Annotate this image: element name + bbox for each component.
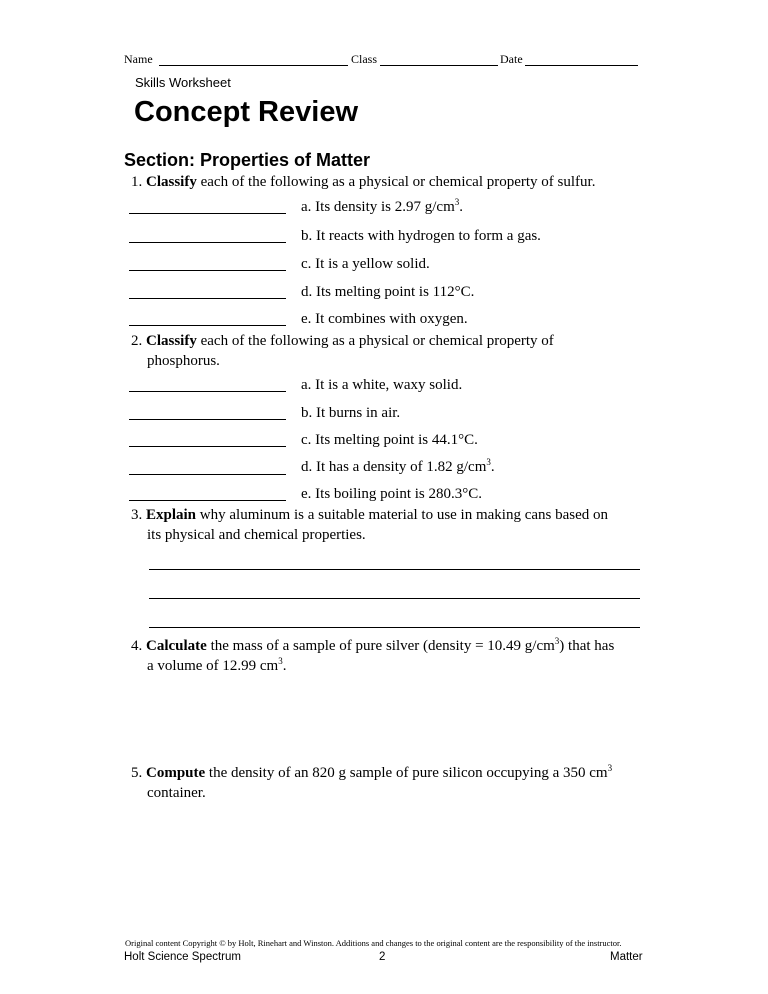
worksheet-type: Skills Worksheet <box>135 75 231 90</box>
copyright-notice: Original content Copyright © by Holt, Rinehart and Winston. Additions and changes to the original content are the responsibility of the instructor. <box>125 938 622 948</box>
question-1 <box>131 172 595 192</box>
question-text-line2: its physical and chemical properties. <box>147 527 366 543</box>
item-2d: d. It has a density of 1.82 $g/cm^3$. <box>301 457 495 475</box>
answer-line-3a[interactable] <box>149 568 640 570</box>
item-1c: c. It is a yellow solid. <box>301 256 430 272</box>
answer-blank-1d[interactable] <box>129 297 286 299</box>
name-field[interactable] <box>159 52 348 66</box>
class-label: Class <box>351 52 378 66</box>
footer-publication: Holt Science Spectrum <box>124 951 241 963</box>
answer-blank-2e[interactable] <box>129 499 286 501</box>
item-2b: b. It burns in air. <box>301 405 401 421</box>
question-text: why aluminum is a suitable material to use in making cans based on <box>196 507 609 523</box>
answer-line-3b[interactable] <box>149 597 640 599</box>
answer-blank-1b[interactable] <box>129 241 286 243</box>
question-number: 1. <box>131 174 143 190</box>
answer-blank-2b[interactable] <box>129 418 286 420</box>
answer-blank-1a[interactable] <box>129 212 286 214</box>
class-field[interactable] <box>380 52 498 66</box>
date-field[interactable] <box>525 52 638 66</box>
question-5: 5. Compute the density of an 820 g sample of pure silicon occupying a 350 $cm^3$ container. <box>131 763 613 801</box>
footer-chapter: Matter <box>610 951 643 963</box>
item-1d: d. Its melting point is 112°C. <box>301 284 475 300</box>
answer-blank-2d[interactable] <box>129 473 286 475</box>
answer-blank-2c[interactable] <box>129 445 286 447</box>
item-1e: e. It combines with oxygen. <box>301 311 468 327</box>
question-text: each of the following as a physical or chemical property of <box>196 333 554 349</box>
question-text: each of the following as a physical or chemical property of sulfur. <box>196 174 596 190</box>
question-verb: Classify <box>146 174 197 190</box>
item-2a: a. It is a white, waxy solid. <box>301 377 463 393</box>
question-verb: Classify <box>146 333 197 349</box>
question-number: 4. <box>131 638 143 654</box>
item-1a: a. Its density is 2.97 $g/cm^3$. <box>301 197 463 215</box>
question-number: 3. <box>131 507 143 523</box>
question-verb: Compute <box>146 765 206 781</box>
name-label: Name <box>124 52 153 66</box>
date-label: Date <box>500 52 523 66</box>
answer-blank-1e[interactable] <box>129 324 286 326</box>
question-4: 4. Calculate the mass of a sample of pure silver (density = 10.49 $g/cm^3$) that has a volume of 12.99 $cm^3$. <box>131 636 615 674</box>
item-2c: c. Its melting point is 44.1°C. <box>301 432 478 448</box>
answer-line-3c[interactable] <box>149 626 640 628</box>
question-2 <box>131 331 554 371</box>
section-title: Section: Properties of Matter <box>124 150 371 170</box>
answer-blank-1c[interactable] <box>129 269 286 271</box>
answer-blank-2a[interactable] <box>129 390 286 392</box>
page-number: 2 <box>379 951 386 963</box>
question-verb: Calculate <box>146 638 207 654</box>
question-3 <box>131 505 608 545</box>
question-verb: Explain <box>146 507 197 523</box>
item-2e: e. Its boiling point is 280.3°C. <box>301 486 483 502</box>
question-number: 2. <box>131 333 143 349</box>
page-title: Concept Review <box>134 96 358 128</box>
item-1b: b. It reacts with hydrogen to form a gas. <box>301 228 541 244</box>
question-text-line2: phosphorus. <box>147 353 220 369</box>
question-number: 5. <box>131 765 143 781</box>
